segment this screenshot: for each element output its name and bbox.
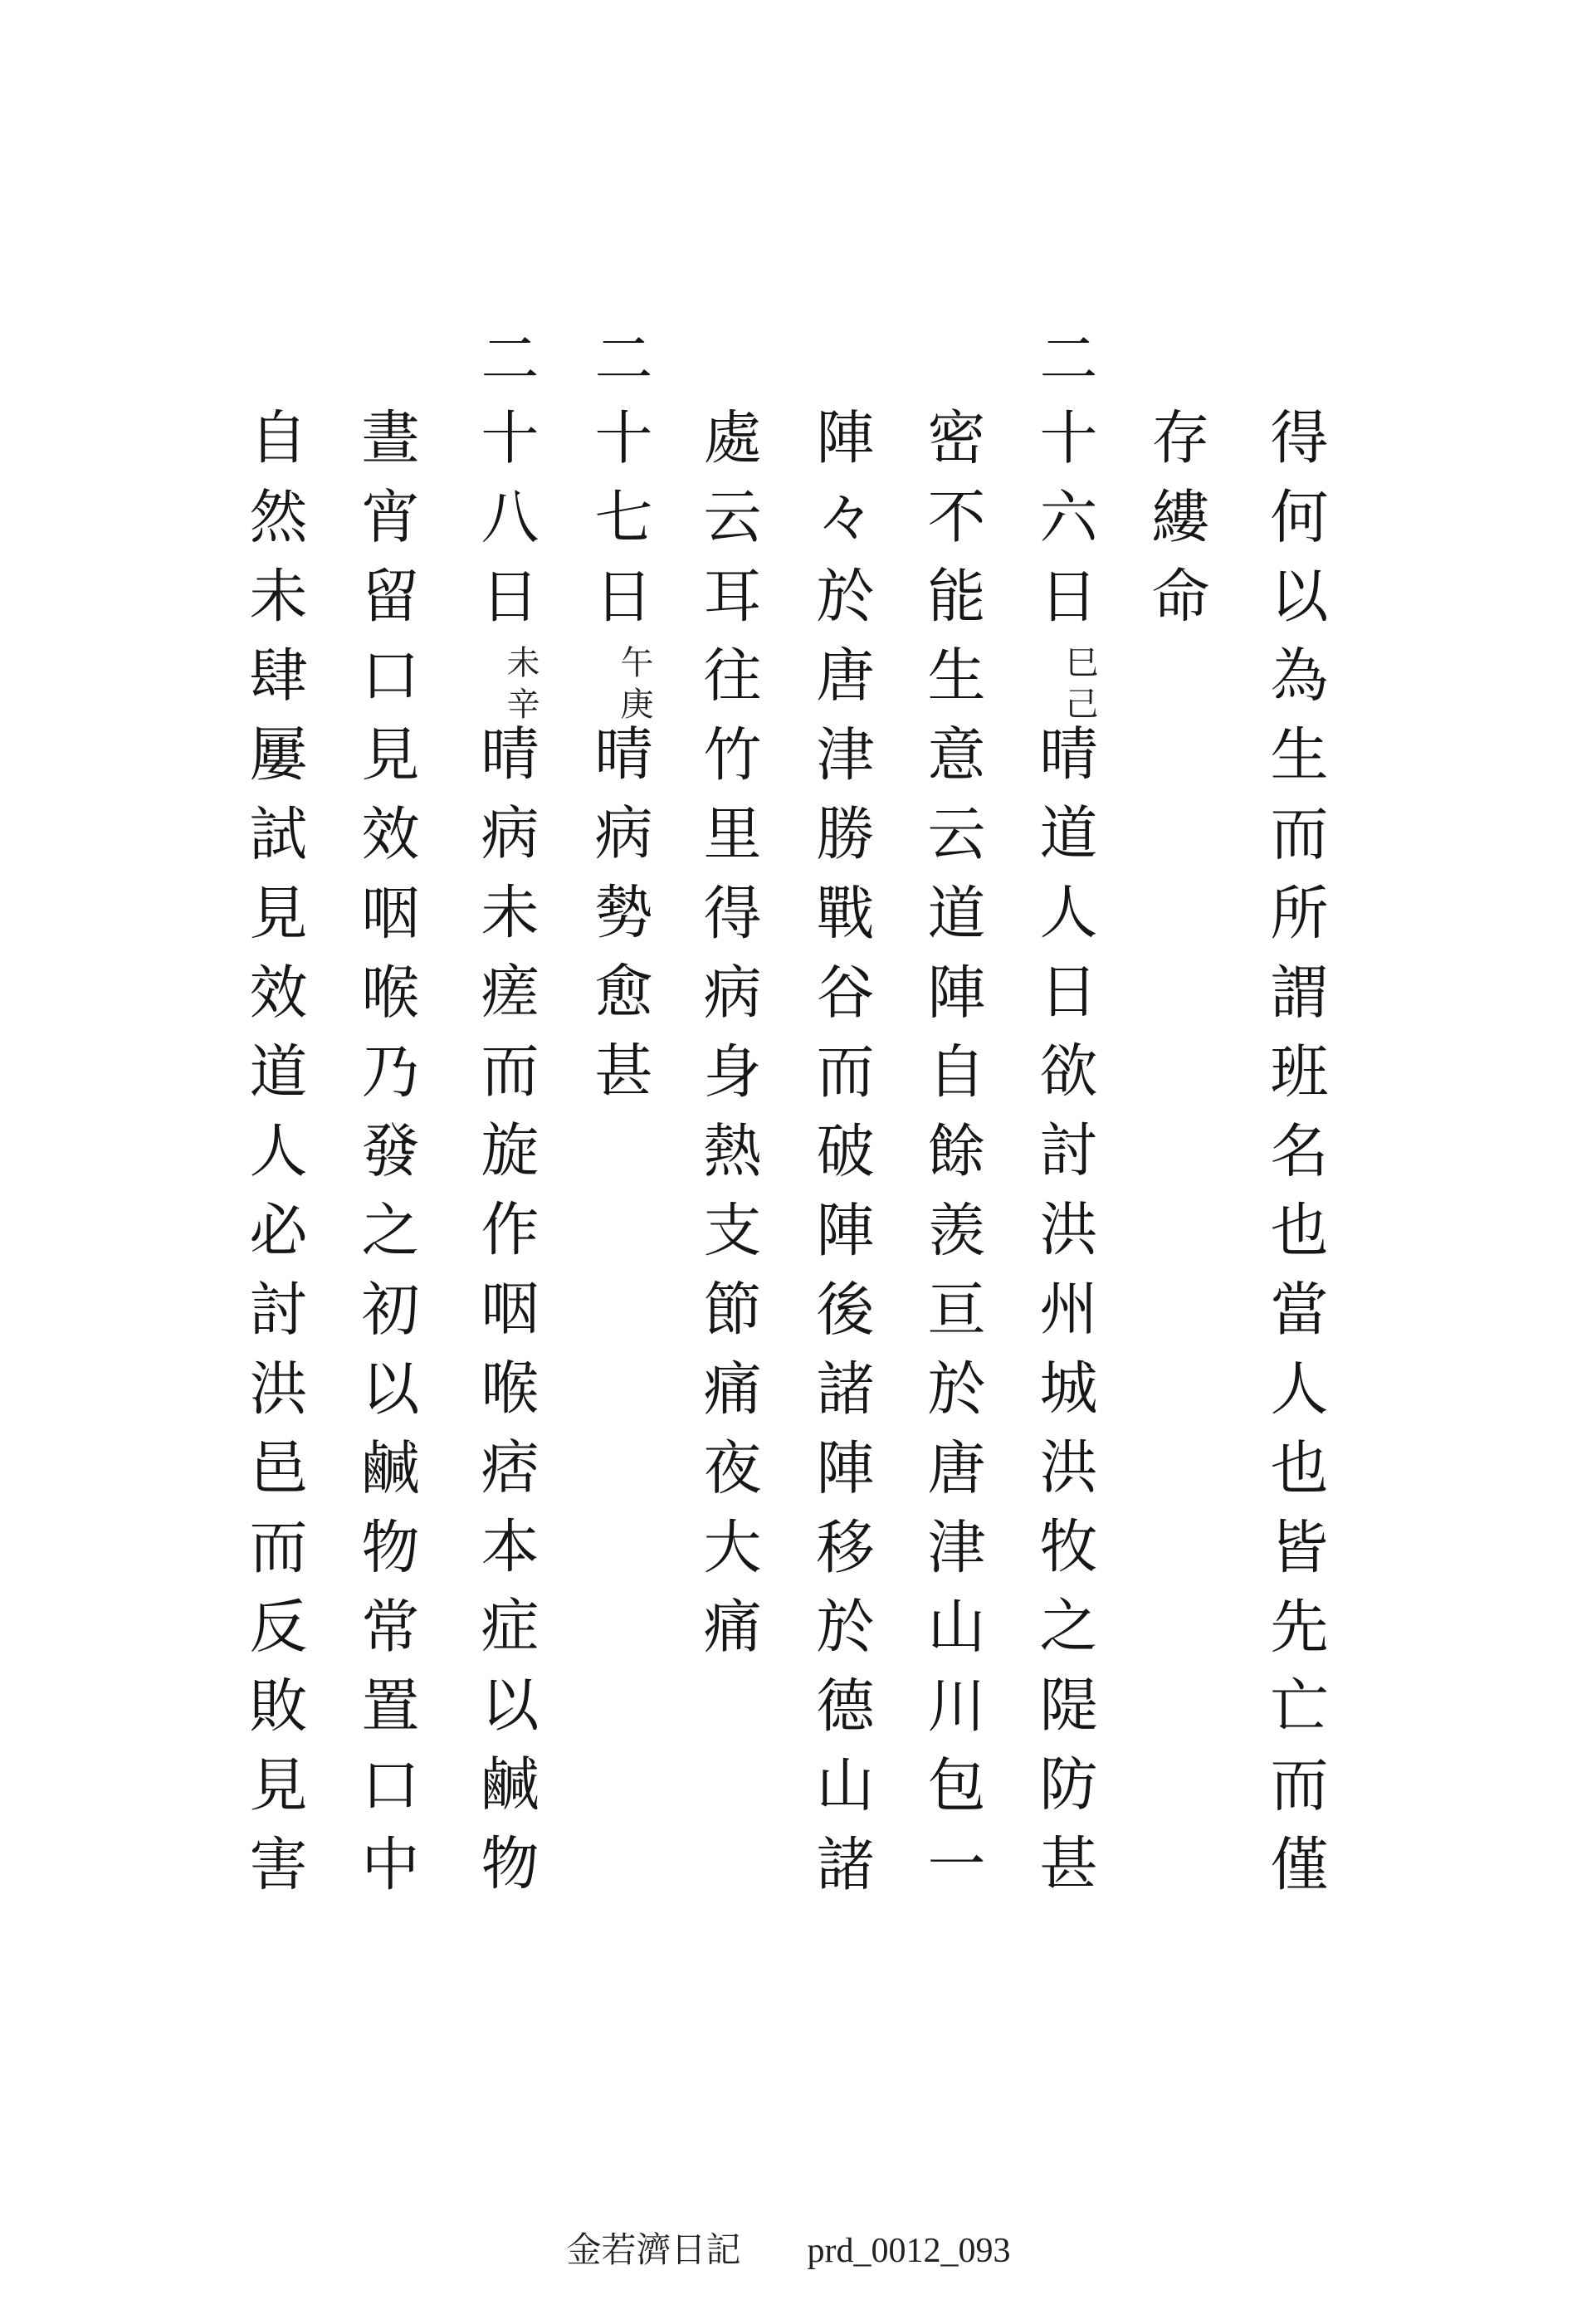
text-column-1 xyxy=(1261,407,1329,1913)
text-column-9 xyxy=(352,407,420,1913)
note-char: 己 xyxy=(1060,686,1098,723)
note-char: 午 xyxy=(615,645,653,681)
column-text: 自然未肆屢試見效道人必討洪邑而反敗見害 xyxy=(240,407,308,1913)
footer-page-id: prd_0012_093 xyxy=(807,2232,1011,2270)
column-text: 處云耳往竹里得病身熱支節痛夜大痛 xyxy=(694,407,762,1675)
page-footer xyxy=(0,2223,1577,2273)
date-heading: 二十六日 xyxy=(1030,328,1098,645)
column-text: 密不能生意云道陣自餘羡亘於唐津山川包一 xyxy=(918,407,986,1913)
ganzhi-note xyxy=(615,645,653,723)
text-column-6 xyxy=(694,407,762,1675)
column-text: 得何以為生而所謂班名也當人也皆先亡而僅 xyxy=(1261,407,1329,1913)
date-heading: 二十七日 xyxy=(585,328,653,645)
date-heading: 二十八日 xyxy=(471,328,540,645)
note-char: 辛 xyxy=(501,686,540,723)
text-column-7 xyxy=(585,328,653,1120)
column-text: 晴病未瘥而旋作咽喉痞本症以鹹物 xyxy=(471,723,540,1912)
column-text: 晴道人日欲討洪州城洪牧之隄防甚 xyxy=(1030,723,1098,1912)
column-text: 陣々於唐津勝戰谷而破陣後諸陣移於德山諸 xyxy=(807,407,875,1913)
column-text: 存縷命 xyxy=(1142,407,1210,645)
column-text: 晝宵留口見效咽喉乃發之初以鹹物常置口中 xyxy=(352,407,420,1913)
footer-title: 金若濟日記 xyxy=(566,2232,741,2270)
text-column-10 xyxy=(240,407,308,1913)
note-char: 庚 xyxy=(615,686,653,723)
text-column-8 xyxy=(471,328,540,1912)
column-text: 晴病勢愈甚 xyxy=(585,723,653,1120)
ganzhi-note xyxy=(501,645,540,723)
text-column-5 xyxy=(807,407,875,1913)
ganzhi-note xyxy=(1062,645,1096,723)
note-char: 巳 xyxy=(1060,645,1098,681)
note-char: 未 xyxy=(501,645,540,681)
text-column-3 xyxy=(1030,328,1098,1912)
text-column-4 xyxy=(918,407,986,1913)
text-column-2 xyxy=(1142,407,1210,645)
